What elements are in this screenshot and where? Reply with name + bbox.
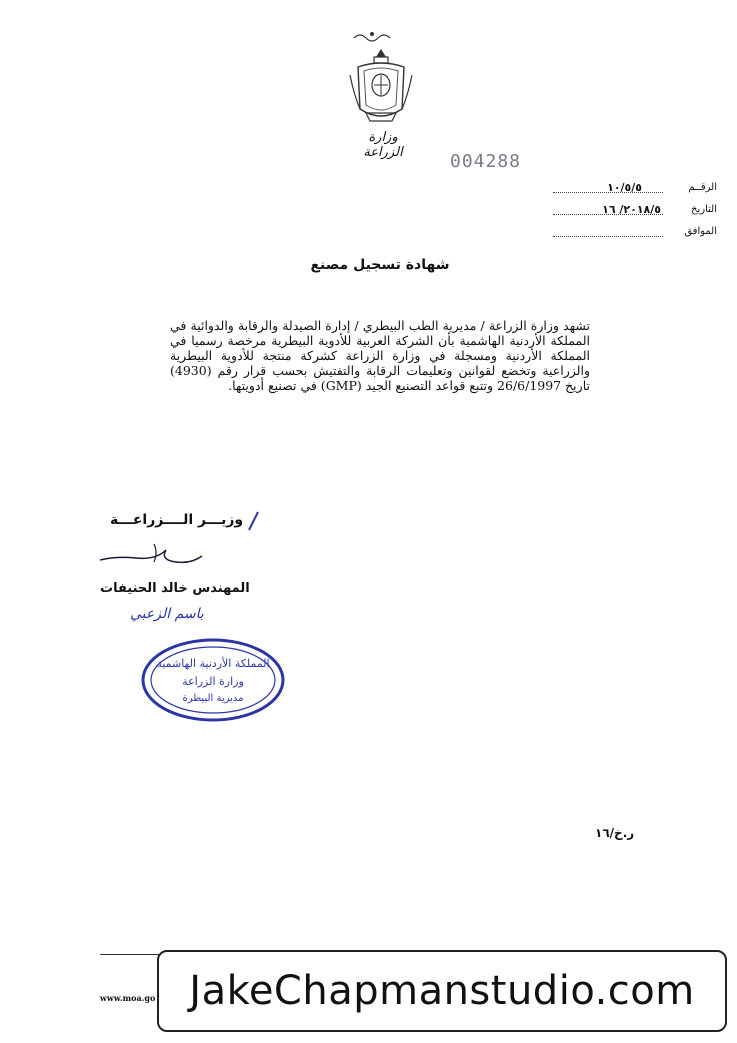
certificate-title: شهادة تسجيل مصنع xyxy=(310,257,450,273)
corresponding-dotted-line xyxy=(553,236,663,237)
meta-corresponding-row xyxy=(517,226,717,244)
footer-url: www.moa.go xyxy=(100,993,156,1003)
date-value: ٢٠١٨/٥/ ١٦ xyxy=(602,203,661,216)
stamp-line-2: وزارة الزراعة xyxy=(182,675,244,688)
stamp-line-1: المملكة الأردنية الهاشمية xyxy=(156,657,270,670)
ref-value: ١٠/٥/٥ xyxy=(607,181,642,194)
official-stamp xyxy=(138,635,288,725)
watermark-text: JakeChapmanstudio.com xyxy=(189,968,695,1014)
meta-ref-row xyxy=(517,182,717,200)
crown-calligraphy-icon xyxy=(352,30,392,42)
watermark-banner xyxy=(157,950,727,1032)
royal-crest-logo xyxy=(346,45,416,125)
reference-code: ر.خ/١٦ xyxy=(595,826,635,840)
corresponding-label: الموافق xyxy=(684,226,717,237)
signature-scribble xyxy=(96,538,206,568)
stamp-line-3: مديرية البيطرة xyxy=(182,693,244,704)
ref-label: الرقــم xyxy=(688,182,717,193)
minister-title: وزيـــر الــــزراعـــة xyxy=(110,512,244,528)
engineer-name: المهندس خالد الحنيفات xyxy=(100,581,250,596)
meta-date-row xyxy=(517,204,717,222)
handwritten-name: باسم الزعبي xyxy=(130,606,204,622)
date-label: التاريخ xyxy=(691,204,717,215)
serial-number: 004288 xyxy=(450,151,522,172)
certificate-body: تشهد وزارة الزراعة / مديرية الطب البيطري / إدارة الصيدلة والرقابة والدوائية في المملكة الأردنية الهاشمية بأن الشركة العربية للأدوية البيطرية مرخصة رسميا في المملكة الأردنية ومسجلة في وزارة الزراعة كشركة منتجة للأدوية البيطرية والزراعية وتخضع لقوانين وتعليمات الرقابة والتفتيش بحسب قرار رقم (4930) تاريخ 26/6/1997 وتتبع قواعد التصنيع الجيد (GMP) في تصنيع أدويتها. xyxy=(170,318,590,393)
ministry-name: وزارة الزراعة xyxy=(363,130,403,160)
footer-divider xyxy=(100,954,160,955)
slash-mark-icon xyxy=(244,510,262,532)
